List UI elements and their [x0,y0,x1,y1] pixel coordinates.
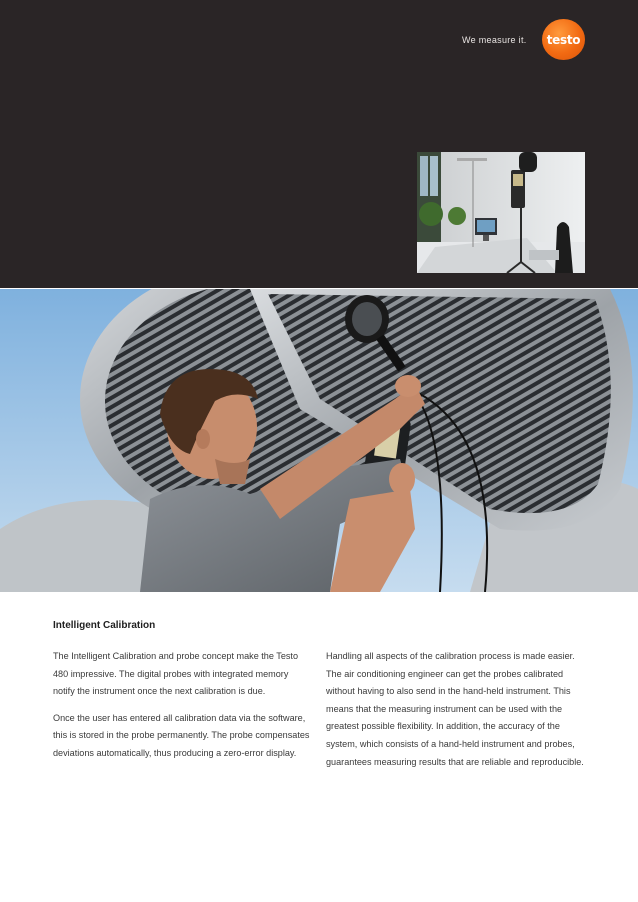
testo-logo [542,19,585,60]
office-lab-measuring-instrument-photo-icon [417,152,585,273]
left-text-column [53,648,311,771]
paragraph: Handling all aspects of the calibration process is made easier. The air conditioning engineer can get the probes calibrated without having to also send in the hand-held instrument. This means that the measuring instrument can be used with the greatest possible flexibility. In addition, the accuracy of the system, which consists of a hand-held instrument and probes, guarantees measuring results that are reliable and reproducible. [326,651,584,767]
logo-text: testo [546,32,581,47]
hero-photo [0,289,638,592]
technician-measuring-air-vent-photo-icon [0,289,638,592]
paragraph: Once the user has entered all calibration data via the software, this is stored in the probe permanently. The probe compensates deviations automatically, thus producing a zero-error display. [53,712,310,758]
section-title: Intelligent Calibration [53,620,156,631]
header-band [0,0,638,288]
right-text-column [326,648,584,780]
paragraph: The Intelligent Calibration and probe concept make the Testo 480 impressive. The digital probes with integrated memory notify the instrument once the next calibration is due. [53,651,299,697]
thumbnail-photo [417,152,585,273]
brand-tagline: We measure it. [462,35,527,45]
